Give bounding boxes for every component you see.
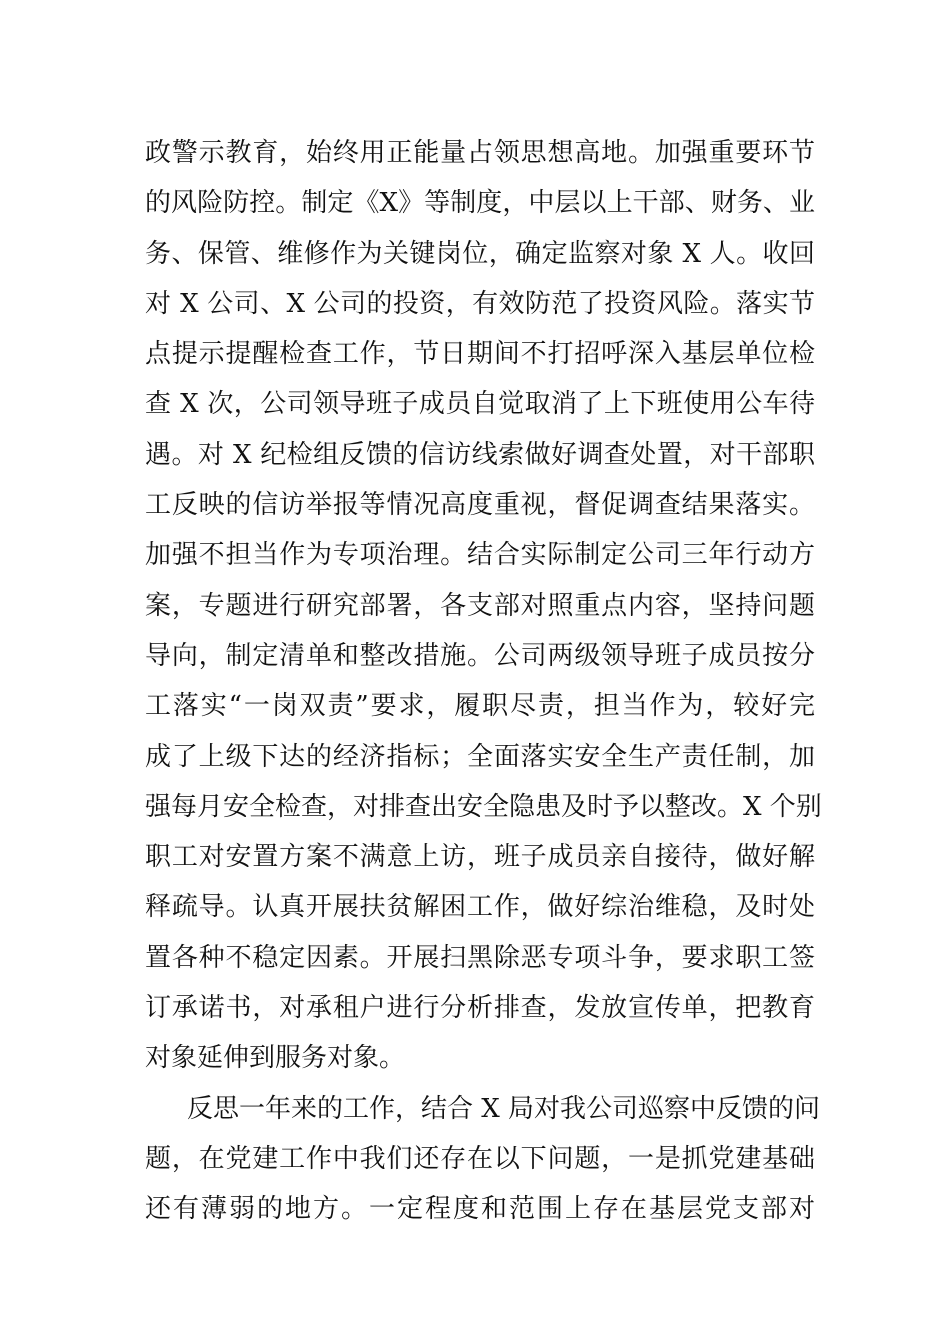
paragraph-line: 还有薄弱的地方。一定程度和范围上存在基层党支部对 [145, 1194, 815, 1225]
paragraph-line: 强每月安全检查，对排查出安全隐患及时予以整改。X 个别 [145, 791, 822, 822]
paragraph-line: 成了上级下达的经济指标；全面落实安全生产责任制，加 [145, 741, 815, 772]
paragraph-line: 工落实“一岗双责”要求，履职尽责，担当作为，较好完 [145, 691, 815, 722]
paragraph-line: 务、保管、维修作为关键岗位，确定监察对象 X 人。收回 [145, 238, 815, 269]
paragraph-line: 查 X 次，公司领导班子成员自觉取消了上下班使用公车待 [145, 389, 815, 420]
paragraph-2 [145, 1084, 821, 1235]
paragraph-line: 的风险防控。制定《X》等制度，中层以上干部、财务、业 [145, 188, 815, 219]
paragraph-1 [145, 128, 822, 1084]
paragraph-line: 加强不担当作为专项治理。结合实际制定公司三年行动方 [145, 540, 815, 571]
paragraph-line: 遇。对 X 纪检组反馈的信访线索做好调查处置，对干部职 [145, 439, 815, 470]
paragraph-line: 置各种不稳定因素。开展扫黑除恶专项斗争，要求职工签 [145, 942, 815, 973]
paragraph-line: 题，在党建工作中我们还存在以下问题，一是抓党建基础 [145, 1143, 815, 1174]
paragraph-line: 对象延伸到服务对象。 [145, 1043, 406, 1074]
document-body [145, 128, 822, 1235]
paragraph-line: 反思一年来的工作，结合 X 局对我公司巡察中反馈的问 [187, 1093, 821, 1124]
paragraph-line: 政警示教育，始终用正能量占领思想高地。加强重要环节 [145, 138, 815, 168]
paragraph-line: 订承诺书，对承租户进行分析排查，发放宣传单，把教育 [145, 993, 815, 1024]
paragraph-line: 案，专题进行研究部署，各支部对照重点内容，坚持问题 [145, 590, 815, 621]
paragraph-line: 工反映的信访举报等情况高度重视，督促调查结果落实。 [145, 490, 815, 521]
paragraph-line: 职工对安置方案不满意上访，班子成员亲自接待，做好解 [145, 842, 815, 873]
paragraph-line: 释疏导。认真开展扶贫解困工作，做好综治维稳，及时处 [145, 892, 815, 923]
paragraph-line: 对 X 公司、X 公司的投资，有效防范了投资风险。落实节 [145, 288, 815, 319]
paragraph-line: 导向，制定清单和整改措施。公司两级领导班子成员按分 [145, 640, 815, 671]
paragraph-line: 点提示提醒检查工作，节日期间不打招呼深入基层单位检 [145, 339, 815, 370]
